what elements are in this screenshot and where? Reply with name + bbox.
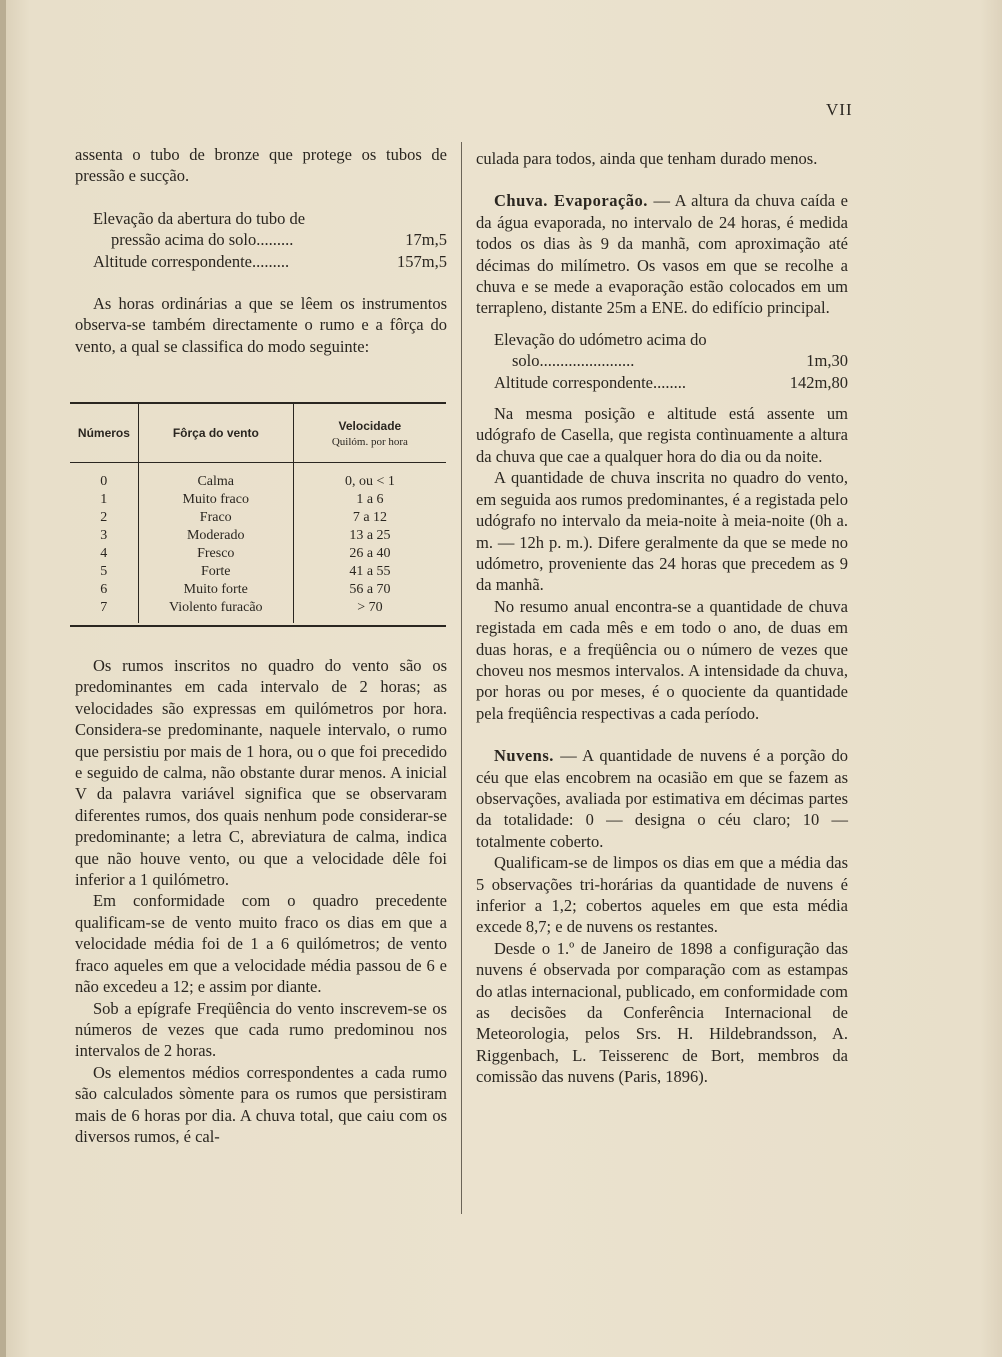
- left-paragraph-4: Em conformidade com o quadro precedente qualificam-se de vento muito fraco os dias em que a velocidade média foi de 1 a 6 quilómetros; de vento fraco aqueles em que a velocidade média passou de 6 e não excedeu a 12; e assim por diante.: [75, 891, 447, 997]
- chuva-heading: Chuva. Evaporação.: [494, 191, 648, 211]
- nuvens-text: — A quantidade de nuvens é a porção do céu que elas encobrem na ocasião em que se fazem as observações, avaliada por estimativa em décimas partes da totalidade: 0 — designa o céu claro; 10 — totalmente coberto.: [476, 746, 848, 851]
- table-cell: 3: [70, 527, 138, 545]
- table-cell: 13 a 25: [349, 528, 391, 543]
- right-paragraph-4: No resumo anual encontra-se a quantidade de chuva registada em cada mês e em todo o ano, de duas em duas horas, e a freqüência ou o número de vezes que choveu nos mesmos intervalos. A intensidade da chuva, por horas ou por meses, é o quociente da quantidade pela freqüência respectivas a cada período.: [476, 596, 848, 723]
- left-column-top: [75, 144, 447, 357]
- table-cell: Violento furacão: [138, 599, 293, 623]
- table-header-velocidade: [293, 404, 446, 462]
- nuvens-heading: Nuvens.: [494, 746, 554, 766]
- table-row: [70, 463, 446, 491]
- table-cell: 26 a 40: [349, 546, 391, 561]
- spec-label: Altitude correspondente.........: [93, 251, 290, 271]
- spec-label: Elevação da abertura do tubo de: [93, 208, 306, 228]
- spec-value: 142m,80: [789, 372, 848, 392]
- left-paragraph-1: assenta o tubo de bronze que protege os tubos de pressão e sucção.: [75, 145, 447, 186]
- table-cell: > 70: [357, 600, 383, 615]
- left-spec-block: [75, 208, 447, 272]
- table-row: [70, 581, 446, 599]
- right-column: [476, 148, 848, 1088]
- right-paragraph-5: Qualificam-se de limpos os dias em que a média das 5 observações tri-horárias da quantidade de nuvens é inferior a 1,2; cobertos aqueles em que esta média excede 8,7; e de nuvens os restantes.: [476, 853, 848, 937]
- table-cell: 1 a 6: [356, 492, 384, 507]
- page-number: VII: [826, 100, 853, 119]
- table-row: [70, 545, 446, 563]
- right-paragraph-2: Na mesma posição e altitude está assente um udógrafo de Casella, que regista contìnuamente a altura da chuva que cae a qualquer hora do dia ou da noite.: [476, 404, 848, 466]
- table-row: [70, 563, 446, 581]
- table-cell: Fraco: [138, 509, 293, 527]
- left-column-bottom: [75, 655, 447, 1147]
- table-cell: Muito forte: [138, 581, 293, 599]
- right-paragraph-3: A quantidade de chuva inscrita no quadro do vento, em seguida aos rumos predominantes, é a registada pelo udógrafo no intervalo da meia-noite à meia-noite (0h a. m. — 12h p. m.). Difere geralmente da que se mede no udómetro, proveniente das 24 horas que precedem as 9 da manhã.: [476, 468, 848, 595]
- table-cell: Calma: [138, 463, 293, 491]
- table-row: [70, 509, 446, 527]
- table-cell: 5: [70, 563, 138, 581]
- chuva-text: — A altura da chuva caída e da água evaporada, no intervalo de 24 horas, é medida todos os dias às 9 da manhã, com aproximação até décimas do milímetro. Os vasos em que se recolhe a chuva e se mede a evaporação estão colocados em um terrapleno, distante 25m a ENE. do edifício principal.: [476, 191, 848, 318]
- table-row: [70, 599, 446, 623]
- left-paragraph-3: Os rumos inscritos no quadro do vento são os predominantes em cada intervalo de 2 horas; as velocidades são expressas em quilómetros por hora. Considera-se predominante, naquele intervalo, o rumo que persistiu por mais de 1 hora, ou o que foi precedido e seguido de calma, não obstante durar menos. A inicial V da palavra variável significa que se observaram diferentes rumos, dos quais nenhum pode considerar-se predominante; a letra C, abreviatura de calma, indica que não houve vento, ou que a velocidade dêle foi inferior a 1 quilómetro.: [75, 656, 447, 890]
- table-cell: 0: [70, 463, 138, 491]
- table-cell: Forte: [138, 563, 293, 581]
- spec-label: solo.......................: [512, 351, 635, 371]
- spec-label: Altitude correspondente........: [494, 372, 686, 392]
- spec-label: pressão acima do solo.........: [111, 230, 294, 250]
- column-divider: [461, 142, 462, 1214]
- table-header-velocidade-unit: Quilóm. por hora: [331, 435, 408, 448]
- left-paragraph-2: As horas ordinárias a que se lêem os instrumentos observa-se também directamente o rumo e a fôrça do vento, a qual se classifica do modo seguinte:: [75, 294, 447, 356]
- left-paragraph-6: Os elementos médios correspondentes a cada rumo são calculados sòmente para os rumos que persistiram mais de 6 horas por dia. A chuva total, que caiu com os diversos rumos, é cal-: [75, 1062, 447, 1146]
- table-cell: 56 a 70: [349, 582, 391, 597]
- table-cell: 6: [70, 581, 138, 599]
- spec-value: 1m,30: [806, 351, 848, 371]
- spec-label: Elevação do udómetro acima do: [494, 329, 707, 349]
- page-spine: [0, 0, 6, 1357]
- spec-value: 157m,5: [397, 251, 447, 271]
- table-row: [70, 527, 446, 545]
- table-cell: Moderado: [138, 527, 293, 545]
- table-header-numeros: Números: [70, 404, 138, 462]
- table-cell: 7 a 12: [352, 510, 388, 525]
- nuvens-section: [476, 745, 848, 852]
- chuva-section: [476, 190, 848, 318]
- table-cell: Muito fraco: [138, 491, 293, 509]
- table-row: [70, 491, 446, 509]
- right-paragraph-1: culada para todos, ainda que tenham durado menos.: [476, 149, 818, 168]
- wind-force-table: [70, 402, 446, 627]
- table-cell: 41 a 55: [349, 564, 391, 579]
- right-paragraph-6: Desde o 1.º de Janeiro de 1898 a configuração das nuvens é observada por comparação com as estampas do atlas internacional, publicado, em conformidade com as decisões da Conferência Internacional de Meteorologia, pelos Srs. H. Hildebrandsson, A. Riggenbach, L. Teisserenc de Bort, membros da comissão das nuvens (Paris, 1896).: [476, 938, 848, 1087]
- table-cell: 4: [70, 545, 138, 563]
- spec-value: 17m,5: [405, 230, 447, 250]
- table-cell: 7: [70, 599, 138, 623]
- table-cell: Fresco: [138, 545, 293, 563]
- left-paragraph-5: Sob a epígrafe Freqüência do vento inscrevem-se os números de vezes que cada rumo predominou nos intervalos de 2 horas.: [75, 998, 447, 1061]
- table-cell: 0, ou < 1: [345, 474, 395, 489]
- table-cell: 1: [70, 491, 138, 509]
- right-spec-block: [476, 329, 848, 393]
- table-header-forca: Fôrça do vento: [138, 404, 293, 462]
- table-header-velocidade-label: Velocidade: [338, 418, 402, 433]
- table-cell: 2: [70, 509, 138, 527]
